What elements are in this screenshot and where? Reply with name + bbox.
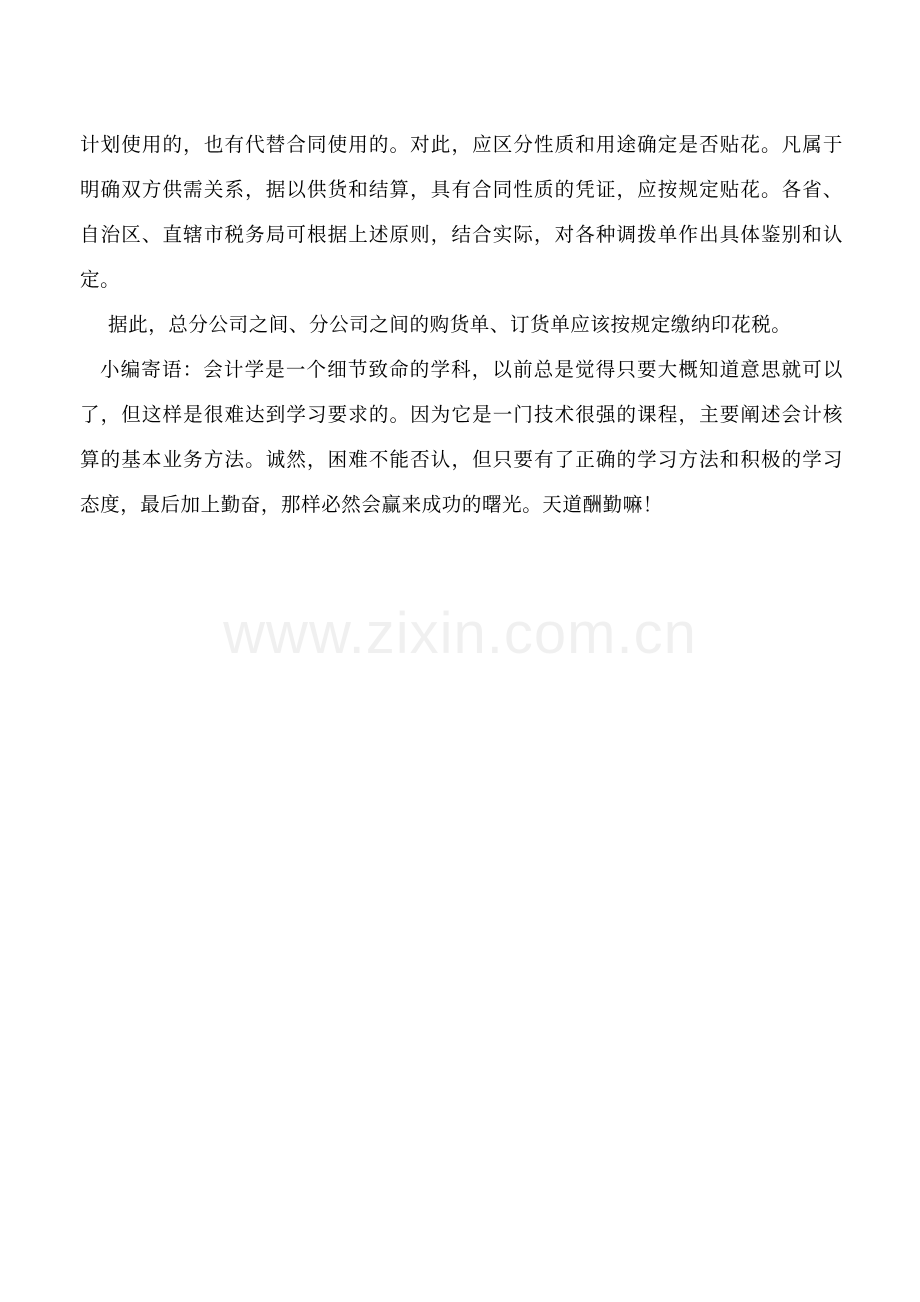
- paragraph-editor-note: 小编寄语：会计学是一个细节致命的学科，以前总是觉得只要大概知道意思就可以了，但这样是很难达到学习要求的。因为它是一门技术很强的课程，主要阐述会计核算的基本业务方法。诚然，困难不能否认，但只要有了正确的学习方法和积极的学习态度，最后加上勤奋，那样必然会赢来成功的曙光。天道酬勤嘛！: [80, 358, 843, 516]
- paragraph-stamp-duty-rules: 计划使用的，也有代替合同使用的。对此，应区分性质和用途确定是否贴花。凡属于明确双方供需关系，据以供货和结算，具有合同性质的凭证，应按规定贴花。各省、自治区、直辖市税务局可根据上述原则，结合实际，对各种调拨单作出具体鉴别和认定。: [80, 133, 843, 291]
- document-body: [80, 122, 843, 527]
- watermark: www.zixin.com.cn: [223, 601, 697, 666]
- paragraph-conclusion: 据此，总分公司之间、分公司之间的购货单、订货单应该按规定缴纳印花税。: [108, 313, 792, 336]
